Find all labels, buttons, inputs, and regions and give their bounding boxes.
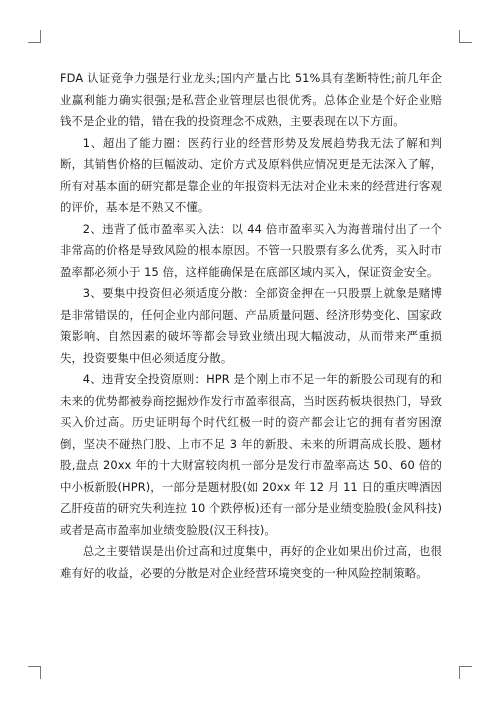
paragraph-summary: 总之主要错误是出价过高和过度集中，再好的企业如果出价过高，也很难有好的收益，必要的分散是对企业经营环境突变的一种风险控制策略。 [60, 544, 442, 580]
paragraph-intro: FDA 认证竞争力强是行业龙头;国内产量占比 51%具有垄断特性;前几年企业赢利能力确实很强;是私营企业管理层也很优秀。总体企业是个好企业赔钱不是企业的错，错在我的投资理念不成熟，主要表现在以下方面。 [60, 71, 442, 128]
crop-mark-bottom-right [459, 666, 472, 679]
crop-mark-top-left [28, 30, 41, 43]
crop-mark-top-right [459, 30, 472, 43]
document-body [60, 68, 442, 584]
paragraph-point-4: 4、违背安全投资原则：HPR 是个刚上市不足一年的新股公司现有的和未来的优势都被券商挖掘炒作发行市盈率很高，当时医药板块很热门，导致买入价过高。历史证明每个时代红极一时的资产都会让它的拥有者穷困潦倒，坚决不碰热门股、上市不足 3 年的新股、未来的所谓高成长股、题材股,盘点 20xx 年的十大财富较肉机一部分是发行市盈率高达 50、60 倍的中小板新股(HPR)，一部分是题材股(如 20xx 年 12 月 11 日的重庆啤酒因乙肝疫苗的研究失利连拉 10 个跌停板)还有一部分是业绩变脸股(金风科技)或者是高市盈率加业绩变脸股(汉王科技)。 [60, 372, 442, 537]
paragraph-point-1: 1、超出了能力圈：医药行业的经营形势及发展趋势我无法了解和判断，其销售价格的巨幅波动、定价方式及原料供应情况更是无法深入了解，所有对基本面的研究都是靠企业的年报资料无法对企业未来的经营进行客观的评价，基本是不熟又不懂。 [60, 135, 442, 214]
paragraph-point-2: 2、违背了低市盈率买入法：以 44 倍市盈率买入为海普瑞付出了一个非常高的价格是导致风险的根本原因。不管一只股票有多么优秀，买入时市盈率都必须小于 15 倍，这样能确保是在底部区域内买入，保证资金安全。 [60, 221, 442, 279]
paragraph-point-3: 3、要集中投资但必须适度分散：全部资金押在一只股票上就象是赌博是非常错误的，任何企业内部问题、产品质量问题、经济形势变化、国家政策影响、自然因素的破坏等都会导致业绩出现大幅波动，从而带来严重损失，投资要集中但必须适度分散。 [60, 286, 442, 365]
crop-mark-bottom-left [28, 666, 41, 679]
